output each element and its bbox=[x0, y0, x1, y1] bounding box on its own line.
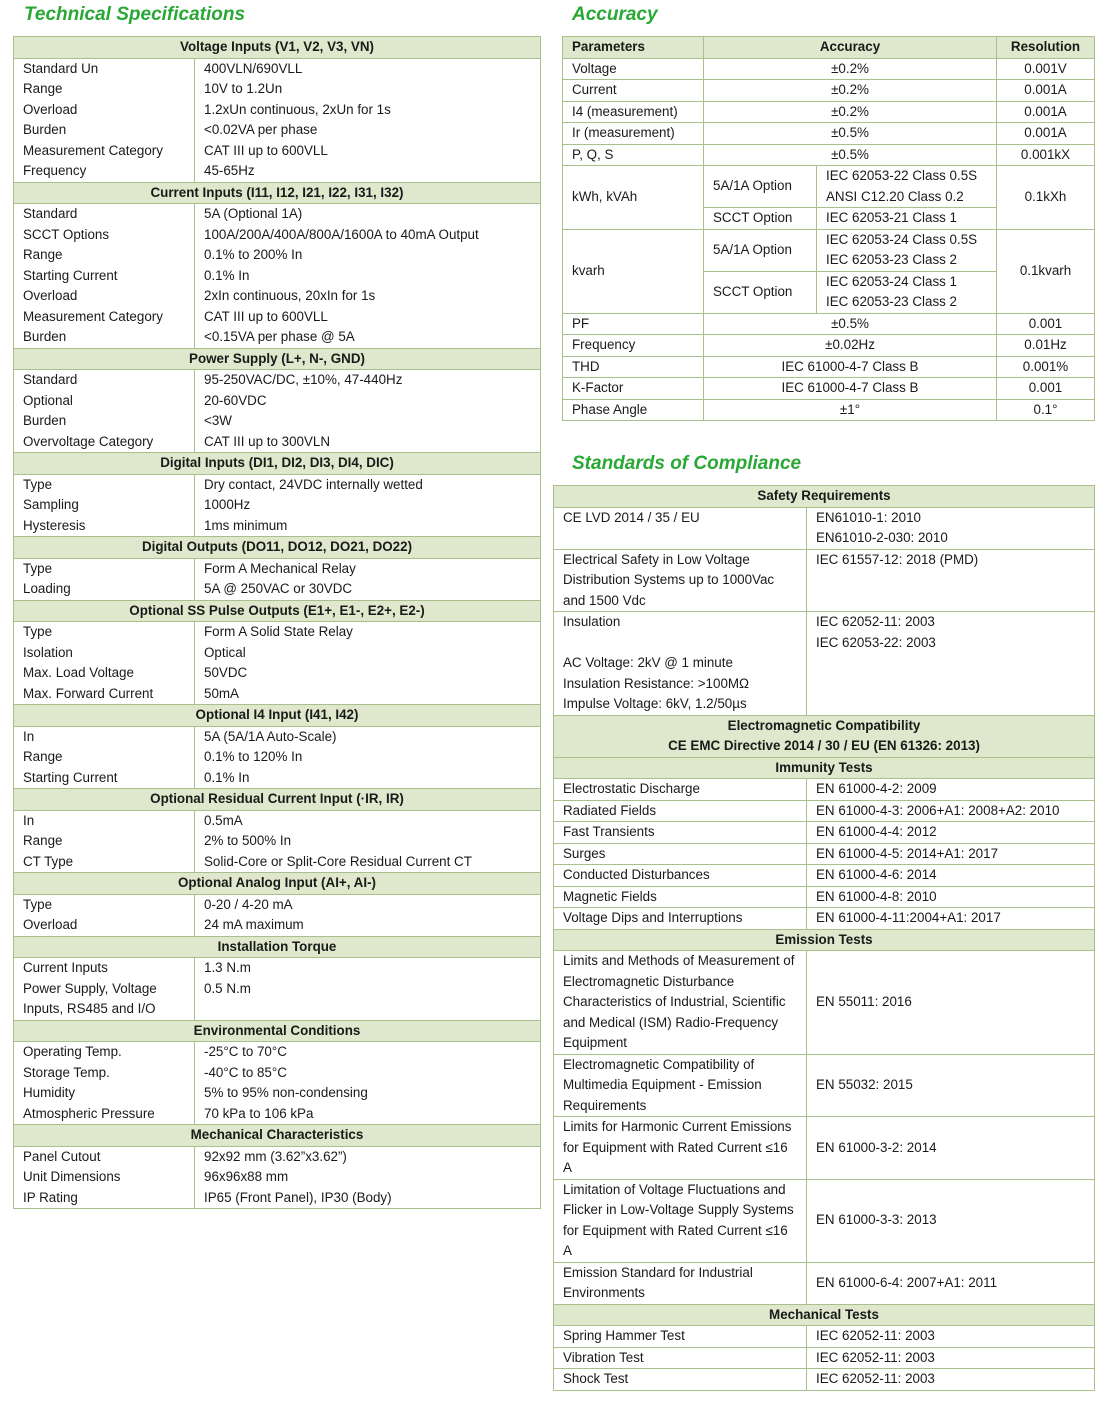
accuracy-value: ±0.02Hz bbox=[704, 335, 997, 357]
standards-row bbox=[554, 1179, 1095, 1262]
standards-value: IEC 61557-12: 2018 (PMD) bbox=[807, 549, 1095, 612]
accuracy-row bbox=[563, 399, 1095, 421]
spec-section-title: Optional Residual Current Input (·IR, IR) bbox=[14, 789, 541, 811]
standards-row-insulation bbox=[554, 612, 1095, 716]
spec-section-title: Environmental Conditions bbox=[14, 1020, 541, 1042]
accuracy-resolution: 0.001 bbox=[997, 313, 1095, 335]
accuracy-header-parameters: Parameters bbox=[563, 37, 704, 59]
standards-label bbox=[554, 612, 807, 716]
spec-label: Standard Un bbox=[14, 58, 195, 79]
standards-value bbox=[807, 612, 1095, 716]
immunity-section-title: Immunity Tests bbox=[554, 757, 1095, 779]
accuracy-resolution: 0.01Hz bbox=[997, 335, 1095, 357]
spec-row bbox=[14, 1188, 541, 1209]
spec-label: Humidity bbox=[14, 1083, 195, 1104]
spec-label: Hysteresis bbox=[14, 516, 195, 537]
spec-section-title: Power Supply (L+, N-, GND) bbox=[14, 348, 541, 370]
spec-value: 400VLN/690VLL bbox=[195, 58, 541, 79]
spec-label: Unit Dimensions bbox=[14, 1167, 195, 1188]
spec-row bbox=[14, 1042, 541, 1063]
spec-label: Overload bbox=[14, 915, 195, 936]
spec-value: 10V to 1.2Un bbox=[195, 79, 541, 100]
accuracy-value: IEC 61000-4-7 Class B bbox=[704, 378, 997, 400]
spec-row bbox=[14, 307, 541, 328]
accuracy-heading: Accuracy bbox=[572, 4, 658, 25]
spec-value: 1.2xUn continuous, 2xUn for 1s bbox=[195, 100, 541, 121]
spec-value: -40°C to 85°C bbox=[195, 1063, 541, 1084]
spec-label: Measurement Category bbox=[14, 141, 195, 162]
spec-row bbox=[14, 100, 541, 121]
accuracy-value: ±0.2% bbox=[704, 101, 997, 123]
spec-row bbox=[14, 643, 541, 664]
standards-value: EN 61000-3-2: 2014 bbox=[807, 1117, 1095, 1180]
insulation-ac-voltage: AC Voltage: 2kV @ 1 minute bbox=[563, 655, 733, 670]
spec-value: 100A/200A/400A/800A/1600A to 40mA Output bbox=[195, 225, 541, 246]
standards-value: EN 61000-4-4: 2012 bbox=[807, 822, 1095, 844]
accuracy-resolution: 0.001A bbox=[997, 101, 1095, 123]
accuracy-table bbox=[562, 36, 1095, 421]
spec-row bbox=[14, 1104, 541, 1125]
spec-row bbox=[14, 474, 541, 495]
spec-row bbox=[14, 1083, 541, 1104]
spec-label: Starting Current bbox=[14, 768, 195, 789]
standards-row bbox=[554, 865, 1095, 887]
spec-label: Overvoltage Category bbox=[14, 432, 195, 453]
spec-label: Storage Temp. bbox=[14, 1063, 195, 1084]
spec-row bbox=[14, 915, 541, 936]
spec-label: Overload bbox=[14, 286, 195, 307]
standards-value: EN 61000-6-4: 2007+A1: 2011 bbox=[807, 1262, 1095, 1304]
spec-row bbox=[14, 663, 541, 684]
standards-value: EN 55032: 2015 bbox=[807, 1054, 1095, 1117]
spec-value: 1000Hz bbox=[195, 495, 541, 516]
accuracy-value: ±0.5% bbox=[704, 313, 997, 335]
spec-label: Type bbox=[14, 474, 195, 495]
standards-value: EN 61000-3-3: 2013 bbox=[807, 1179, 1095, 1262]
standards-row-elec-safety bbox=[554, 549, 1095, 612]
spec-section-header bbox=[14, 453, 541, 475]
accuracy-resolution: 0.001% bbox=[997, 356, 1095, 378]
standards-value-line: IEC 62053-22: 2003 bbox=[816, 634, 936, 650]
spec-label: Type bbox=[14, 558, 195, 579]
spec-value: 50mA bbox=[195, 684, 541, 705]
spec-label: Power Supply, Voltage Inputs, RS485 and I/O bbox=[14, 979, 195, 1021]
spec-section-header bbox=[14, 789, 541, 811]
spec-value: CAT III up to 600VLL bbox=[195, 141, 541, 162]
standards-value: IEC 62052-11: 2003 bbox=[807, 1369, 1095, 1391]
standards-label: CE LVD 2014 / 35 / EU bbox=[554, 507, 807, 549]
spec-label: Type bbox=[14, 894, 195, 915]
spec-section-header bbox=[14, 873, 541, 895]
spec-row bbox=[14, 1167, 541, 1188]
spec-label: CT Type bbox=[14, 852, 195, 873]
spec-row bbox=[14, 684, 541, 705]
spec-label: Type bbox=[14, 622, 195, 643]
standards-value bbox=[807, 507, 1095, 549]
standards-value: EN 61000-4-3: 2006+A1: 2008+A2: 2010 bbox=[807, 800, 1095, 822]
standards-value: EN 61000-4-11:2004+A1: 2017 bbox=[807, 908, 1095, 930]
standards-row bbox=[554, 1117, 1095, 1180]
spec-section-header bbox=[14, 37, 541, 59]
accuracy-row-kwh bbox=[563, 166, 1095, 208]
standards-row bbox=[554, 886, 1095, 908]
accuracy-param: K-Factor bbox=[563, 378, 704, 400]
accuracy-param: THD bbox=[563, 356, 704, 378]
accuracy-value bbox=[817, 229, 997, 271]
spec-section-header bbox=[14, 1020, 541, 1042]
standards-row bbox=[554, 779, 1095, 801]
spec-label: Max. Load Voltage bbox=[14, 663, 195, 684]
standards-row bbox=[554, 1262, 1095, 1304]
spec-value: <3W bbox=[195, 411, 541, 432]
accuracy-value: ±0.5% bbox=[704, 144, 997, 166]
accuracy-value-line: IEC 62053-22 Class 0.5S bbox=[826, 168, 978, 183]
spec-row bbox=[14, 204, 541, 225]
spec-row bbox=[14, 516, 541, 537]
accuracy-value bbox=[817, 166, 997, 208]
standards-row bbox=[554, 1347, 1095, 1369]
standards-label: Shock Test bbox=[554, 1369, 807, 1391]
accuracy-param: kvarh bbox=[563, 229, 704, 313]
spec-value: <0.02VA per phase bbox=[195, 120, 541, 141]
accuracy-param: Frequency bbox=[563, 335, 704, 357]
spec-value: Form A Solid State Relay bbox=[195, 622, 541, 643]
standards-label: Surges bbox=[554, 843, 807, 865]
spec-row bbox=[14, 225, 541, 246]
accuracy-value-line: IEC 62053-24 Class 1 bbox=[826, 273, 958, 289]
standards-label: Spring Hammer Test bbox=[554, 1326, 807, 1348]
spec-row bbox=[14, 432, 541, 453]
spec-row bbox=[14, 58, 541, 79]
spec-row bbox=[14, 747, 541, 768]
standards-value: IEC 62052-11: 2003 bbox=[807, 1326, 1095, 1348]
accuracy-row bbox=[563, 101, 1095, 123]
spec-value: 1.3 N.m bbox=[195, 958, 541, 979]
standards-label: Voltage Dips and Interruptions bbox=[554, 908, 807, 930]
accuracy-row bbox=[563, 356, 1095, 378]
spec-value: 92x92 mm (3.62”x3.62”) bbox=[195, 1146, 541, 1167]
standards-row bbox=[554, 1369, 1095, 1391]
standards-label: Electrical Safety in Low Voltage Distribution Systems up to 1000Vac and 1500 Vdc bbox=[554, 549, 807, 612]
accuracy-option: 5A/1A Option bbox=[704, 166, 817, 208]
accuracy-value-line: IEC 62053-23 Class 2 bbox=[826, 252, 958, 267]
spec-value: 0.1% to 120% In bbox=[195, 747, 541, 768]
spec-label: Frequency bbox=[14, 161, 195, 182]
standards-label: Electromagnetic Compatibility of Multimedia Equipment - Emission Requirements bbox=[554, 1054, 807, 1117]
spec-row bbox=[14, 245, 541, 266]
spec-label: Range bbox=[14, 79, 195, 100]
accuracy-resolution: 0.001V bbox=[997, 58, 1095, 80]
spec-row bbox=[14, 1146, 541, 1167]
spec-value: 0.1% In bbox=[195, 768, 541, 789]
spec-label: Atmospheric Pressure bbox=[14, 1104, 195, 1125]
spec-value: 20-60VDC bbox=[195, 391, 541, 412]
spec-row bbox=[14, 1063, 541, 1084]
spec-label: Sampling bbox=[14, 495, 195, 516]
accuracy-value-line: IEC 62053-23 Class 2 bbox=[826, 294, 958, 309]
spec-value: <0.15VA per phase @ 5A bbox=[195, 327, 541, 348]
spec-row bbox=[14, 558, 541, 579]
accuracy-param: Ir (measurement) bbox=[563, 123, 704, 145]
spec-value: 2% to 500% In bbox=[195, 831, 541, 852]
spec-value: 2xIn continuous, 20xIn for 1s bbox=[195, 286, 541, 307]
standards-label: Vibration Test bbox=[554, 1347, 807, 1369]
spec-row bbox=[14, 979, 541, 1021]
spec-label: Current Inputs bbox=[14, 958, 195, 979]
spec-value: 5A (Optional 1A) bbox=[195, 204, 541, 225]
accuracy-row-kvarh bbox=[563, 229, 1095, 271]
mechanical-section-title: Mechanical Tests bbox=[554, 1304, 1095, 1326]
standards-row-lvd bbox=[554, 507, 1095, 549]
accuracy-value: ±0.2% bbox=[704, 58, 997, 80]
accuracy-option: SCCT Option bbox=[704, 271, 817, 313]
spec-row bbox=[14, 894, 541, 915]
spec-value: 5A (5A/1A Auto-Scale) bbox=[195, 726, 541, 747]
spec-row bbox=[14, 161, 541, 182]
spec-label: Measurement Category bbox=[14, 307, 195, 328]
standards-row bbox=[554, 800, 1095, 822]
standards-label: Electrostatic Discharge bbox=[554, 779, 807, 801]
spec-row bbox=[14, 79, 541, 100]
accuracy-param: kWh, kVAh bbox=[563, 166, 704, 230]
spec-value: 5A @ 250VAC or 30VDC bbox=[195, 579, 541, 600]
accuracy-option: 5A/1A Option bbox=[704, 229, 817, 271]
standards-value: EN 61000-4-6: 2014 bbox=[807, 865, 1095, 887]
accuracy-param: Current bbox=[563, 80, 704, 102]
standards-row bbox=[554, 822, 1095, 844]
spec-row bbox=[14, 622, 541, 643]
emission-section-title: Emission Tests bbox=[554, 929, 1095, 951]
accuracy-row bbox=[563, 144, 1095, 166]
spec-section-title: Current Inputs (I11, I12, I21, I22, I31, I32) bbox=[14, 182, 541, 204]
spec-label: Loading bbox=[14, 579, 195, 600]
standards-value: EN 61000-4-2: 2009 bbox=[807, 779, 1095, 801]
standards-label: Magnetic Fields bbox=[554, 886, 807, 908]
spec-label: Isolation bbox=[14, 643, 195, 664]
spec-value: 0-20 / 4-20 mA bbox=[195, 894, 541, 915]
spec-value: Optical bbox=[195, 643, 541, 664]
spec-section-header bbox=[14, 1125, 541, 1147]
accuracy-header-resolution: Resolution bbox=[997, 37, 1095, 59]
spec-row bbox=[14, 495, 541, 516]
spec-section-title: Digital Inputs (DI1, DI2, DI3, DI4, DIC) bbox=[14, 453, 541, 475]
spec-label: SCCT Options bbox=[14, 225, 195, 246]
spec-row bbox=[14, 831, 541, 852]
spec-row bbox=[14, 120, 541, 141]
spec-value: 0.5 N.m bbox=[195, 979, 541, 1021]
accuracy-value: ±1° bbox=[704, 399, 997, 421]
insulation-label: Insulation bbox=[563, 614, 621, 629]
standards-row bbox=[554, 1054, 1095, 1117]
accuracy-value bbox=[817, 271, 997, 313]
spec-row bbox=[14, 726, 541, 747]
spec-section-header bbox=[14, 182, 541, 204]
spec-label: Burden bbox=[14, 411, 195, 432]
spec-value: 45-65Hz bbox=[195, 161, 541, 182]
spec-value: 1ms minimum bbox=[195, 516, 541, 537]
spec-label: Operating Temp. bbox=[14, 1042, 195, 1063]
spec-label: Starting Current bbox=[14, 266, 195, 287]
accuracy-header-accuracy: Accuracy bbox=[704, 37, 997, 59]
spec-section-header bbox=[14, 348, 541, 370]
spec-row bbox=[14, 958, 541, 979]
spec-label: Optional bbox=[14, 391, 195, 412]
spec-value: -25°C to 70°C bbox=[195, 1042, 541, 1063]
spec-value: Solid-Core or Split-Core Residual Current CT bbox=[195, 852, 541, 873]
spec-label: IP Rating bbox=[14, 1188, 195, 1209]
spec-value: 70 kPa to 106 kPa bbox=[195, 1104, 541, 1125]
spec-value: 0.1% In bbox=[195, 266, 541, 287]
spec-value: Dry contact, 24VDC internally wetted bbox=[195, 474, 541, 495]
spec-label: Max. Forward Current bbox=[14, 684, 195, 705]
accuracy-value: ±0.2% bbox=[704, 80, 997, 102]
standards-row bbox=[554, 1326, 1095, 1348]
accuracy-resolution: 0.1kXh bbox=[997, 166, 1095, 230]
spec-row bbox=[14, 579, 541, 600]
standards-heading: Standards of Compliance bbox=[572, 453, 802, 474]
standards-row bbox=[554, 843, 1095, 865]
emc-title-line-2: CE EMC Directive 2014 / 30 / EU (EN 61326: 2013) bbox=[668, 738, 980, 753]
spec-row bbox=[14, 286, 541, 307]
spec-row bbox=[14, 370, 541, 391]
spec-value: IP65 (Front Panel), IP30 (Body) bbox=[195, 1188, 541, 1209]
spec-label: Range bbox=[14, 831, 195, 852]
accuracy-row bbox=[563, 80, 1095, 102]
accuracy-resolution: 0.1kvarh bbox=[997, 229, 1095, 313]
spec-value: 5% to 95% non-condensing bbox=[195, 1083, 541, 1104]
accuracy-resolution: 0.001A bbox=[997, 123, 1095, 145]
spec-label: Burden bbox=[14, 327, 195, 348]
spec-section-title: Optional SS Pulse Outputs (E1+, E1-, E2+, E2-) bbox=[14, 600, 541, 622]
spec-row bbox=[14, 141, 541, 162]
insulation-resistance: Insulation Resistance: >100MΩ bbox=[563, 675, 750, 691]
spec-section-header bbox=[14, 936, 541, 958]
safety-section-title: Safety Requirements bbox=[554, 486, 1095, 508]
accuracy-value: IEC 61000-4-7 Class B bbox=[704, 356, 997, 378]
standards-row bbox=[554, 908, 1095, 930]
spec-section-title: Optional Analog Input (AI+, AI-) bbox=[14, 873, 541, 895]
spec-value: CAT III up to 300VLN bbox=[195, 432, 541, 453]
accuracy-resolution: 0.001A bbox=[997, 80, 1095, 102]
spec-value: 0.5mA bbox=[195, 810, 541, 831]
accuracy-row bbox=[563, 335, 1095, 357]
spec-row bbox=[14, 327, 541, 348]
accuracy-row bbox=[563, 58, 1095, 80]
accuracy-param: Phase Angle bbox=[563, 399, 704, 421]
spec-section-title: Digital Outputs (DO11, DO12, DO21, DO22) bbox=[14, 537, 541, 559]
spec-label: Burden bbox=[14, 120, 195, 141]
accuracy-row bbox=[563, 313, 1095, 335]
spec-section-header bbox=[14, 705, 541, 727]
standards-label: Emission Standard for Industrial Environments bbox=[554, 1262, 807, 1304]
accuracy-value-line: IEC 62053-24 Class 0.5S bbox=[826, 231, 978, 247]
standards-label: Limits for Harmonic Current Emissions for Equipment with Rated Current ≤16 A bbox=[554, 1117, 807, 1180]
spec-section-header bbox=[14, 537, 541, 559]
standards-value-line: EN61010-2-030: 2010 bbox=[816, 530, 948, 545]
standards-label: Limits and Methods of Measurement of Electromagnetic Disturbance Characteristics of Industrial, Scientific and Medical (ISM) Radio-Frequency Equipment bbox=[554, 951, 807, 1055]
spec-label: In bbox=[14, 726, 195, 747]
spec-value: 50VDC bbox=[195, 663, 541, 684]
standards-row bbox=[554, 951, 1095, 1055]
standards-value-line: EN61010-1: 2010 bbox=[816, 509, 921, 525]
accuracy-option: SCCT Option bbox=[704, 208, 817, 230]
emc-section-title bbox=[554, 715, 1095, 757]
spec-value: 95-250VAC/DC, ±10%, 47-440Hz bbox=[195, 370, 541, 391]
tech-spec-table bbox=[13, 36, 541, 1209]
accuracy-value-line: ANSI C12.20 Class 0.2 bbox=[826, 188, 964, 204]
standards-value-line: IEC 62052-11: 2003 bbox=[816, 614, 935, 629]
accuracy-param: PF bbox=[563, 313, 704, 335]
standards-label: Conducted Disturbances bbox=[554, 865, 807, 887]
accuracy-param: Voltage bbox=[563, 58, 704, 80]
spec-value: 0.1% to 200% In bbox=[195, 245, 541, 266]
spec-section-title: Optional I4 Input (I41, I42) bbox=[14, 705, 541, 727]
spec-label: Standard bbox=[14, 204, 195, 225]
accuracy-row bbox=[563, 123, 1095, 145]
spec-row bbox=[14, 852, 541, 873]
spec-label: Standard bbox=[14, 370, 195, 391]
tech-spec-heading: Technical Specifications bbox=[24, 4, 246, 25]
spec-label: Overload bbox=[14, 100, 195, 121]
standards-label: Radiated Fields bbox=[554, 800, 807, 822]
standards-value: EN 61000-4-8: 2010 bbox=[807, 886, 1095, 908]
spec-section-title: Voltage Inputs (V1, V2, V3, VN) bbox=[14, 37, 541, 59]
accuracy-row bbox=[563, 378, 1095, 400]
spec-label: Range bbox=[14, 747, 195, 768]
accuracy-resolution: 0.001 bbox=[997, 378, 1095, 400]
spec-row bbox=[14, 266, 541, 287]
standards-label: Fast Transients bbox=[554, 822, 807, 844]
accuracy-resolution: 0.001kX bbox=[997, 144, 1095, 166]
accuracy-value: IEC 62053-21 Class 1 bbox=[817, 208, 997, 230]
spec-value: 24 mA maximum bbox=[195, 915, 541, 936]
spec-row bbox=[14, 810, 541, 831]
spec-value: CAT III up to 600VLL bbox=[195, 307, 541, 328]
spec-label: Panel Cutout bbox=[14, 1146, 195, 1167]
spec-row bbox=[14, 411, 541, 432]
standards-table bbox=[553, 485, 1095, 1391]
insulation-impulse-voltage: Impulse Voltage: 6kV, 1.2/50µs bbox=[563, 696, 747, 711]
spec-section-header bbox=[14, 600, 541, 622]
spec-row bbox=[14, 768, 541, 789]
standards-value: IEC 62052-11: 2003 bbox=[807, 1347, 1095, 1369]
spec-label: In bbox=[14, 810, 195, 831]
accuracy-resolution: 0.1° bbox=[997, 399, 1095, 421]
spec-value: 96x96x88 mm bbox=[195, 1167, 541, 1188]
standards-value: EN 55011: 2016 bbox=[807, 951, 1095, 1055]
spec-section-title: Mechanical Characteristics bbox=[14, 1125, 541, 1147]
spec-value: Form A Mechanical Relay bbox=[195, 558, 541, 579]
accuracy-param: I4 (measurement) bbox=[563, 101, 704, 123]
accuracy-value: ±0.5% bbox=[704, 123, 997, 145]
spec-label: Range bbox=[14, 245, 195, 266]
standards-value: EN 61000-4-5: 2014+A1: 2017 bbox=[807, 843, 1095, 865]
accuracy-param: P, Q, S bbox=[563, 144, 704, 166]
spec-section-title: Installation Torque bbox=[14, 936, 541, 958]
standards-label: Limitation of Voltage Fluctuations and Flicker in Low-Voltage Supply Systems for Equipment with Rated Current ≤16 A bbox=[554, 1179, 807, 1262]
spec-row bbox=[14, 391, 541, 412]
emc-title-line-1: Electromagnetic Compatibility bbox=[727, 717, 921, 733]
